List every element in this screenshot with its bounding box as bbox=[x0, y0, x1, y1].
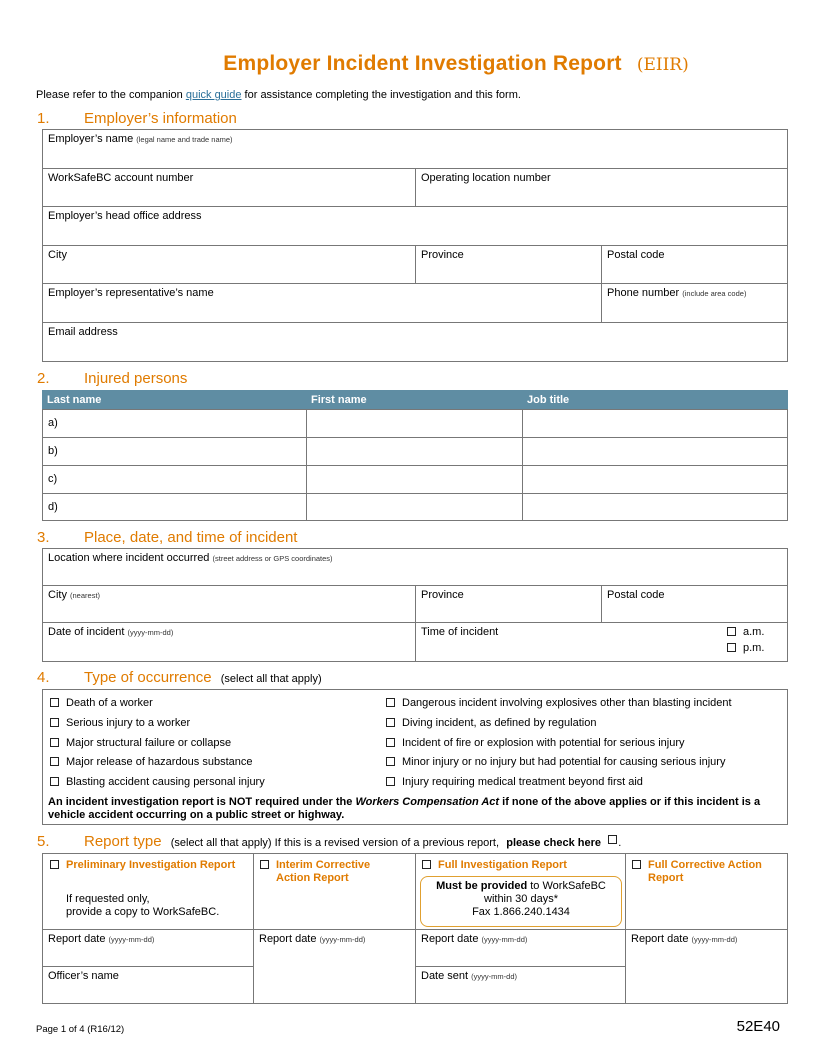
must-rest: to WorkSafeBC bbox=[530, 880, 606, 892]
section-note: (select all that apply) If this is a revised version of a previous report, bbox=[170, 837, 500, 849]
option-label: Incident of fire or explosion with potential for serious injury bbox=[402, 737, 685, 749]
field-label: Phone number bbox=[607, 287, 680, 299]
incident-postal-field[interactable] bbox=[601, 585, 788, 623]
full-report-date-field[interactable] bbox=[415, 929, 626, 967]
notice-act: Workers Compensation Act bbox=[355, 796, 500, 808]
phone-field[interactable] bbox=[601, 283, 788, 323]
intro-post: for assistance completing the investigation and this form. bbox=[244, 89, 521, 101]
form-title bbox=[0, 52, 816, 76]
checkbox[interactable] bbox=[386, 757, 395, 766]
interim-option[interactable] bbox=[260, 859, 410, 885]
option-label: Injury requiring medical treatment beyond first aid bbox=[402, 776, 643, 788]
field-hint: (legal name and trade name) bbox=[136, 135, 233, 144]
job-title-cell[interactable] bbox=[522, 437, 788, 466]
interim-checkbox[interactable] bbox=[260, 860, 269, 869]
option-label: Major structural failure or collapse bbox=[66, 737, 232, 749]
am-option[interactable] bbox=[727, 626, 764, 638]
full-label: Full Investigation Report bbox=[438, 859, 567, 871]
checkbox[interactable] bbox=[50, 718, 59, 727]
job-title-cell[interactable] bbox=[522, 465, 788, 494]
head-office-field[interactable] bbox=[42, 206, 788, 246]
section-number: 4. bbox=[37, 669, 50, 686]
first-name-cell[interactable] bbox=[306, 465, 523, 494]
pm-checkbox[interactable] bbox=[727, 643, 736, 652]
field-hint: (include area code) bbox=[682, 289, 747, 298]
checkbox[interactable] bbox=[50, 698, 59, 707]
section-title: Place, date, and time of incident bbox=[84, 529, 298, 546]
option-label: Blasting accident causing personal injury bbox=[66, 776, 265, 788]
province-field[interactable] bbox=[415, 245, 602, 284]
option-label: Major release of hazardous substance bbox=[66, 756, 253, 768]
occ-blasting-accident[interactable] bbox=[50, 776, 265, 788]
prelim-note bbox=[66, 893, 219, 919]
first-name-cell[interactable] bbox=[306, 409, 523, 438]
intro-text bbox=[36, 89, 521, 101]
table-row[interactable] bbox=[42, 437, 307, 466]
quick-guide-link[interactable]: quick guide bbox=[185, 89, 242, 101]
section-title: Type of occurrence bbox=[84, 669, 212, 686]
field-hint: (yyyy-mm-dd) bbox=[319, 935, 366, 944]
page-number: Page 1 of 4 (R16/12) bbox=[36, 1024, 125, 1035]
am-checkbox[interactable] bbox=[727, 627, 736, 636]
title-main: Employer Incident Investigation Report bbox=[223, 52, 622, 75]
option-label: Dangerous incident involving explosives other than blasting incident bbox=[402, 697, 732, 709]
row-label: b) bbox=[48, 445, 58, 457]
section-number: 3. bbox=[37, 529, 50, 546]
prelim-checkbox[interactable] bbox=[50, 860, 59, 869]
field-label: City bbox=[48, 249, 67, 261]
occ-medical-treatment[interactable] bbox=[386, 776, 643, 788]
pm-label: p.m. bbox=[743, 642, 765, 654]
field-label: Email address bbox=[48, 326, 118, 338]
row-label: a) bbox=[48, 417, 58, 429]
table-row[interactable] bbox=[42, 465, 307, 494]
field-label: Employer’s head office address bbox=[48, 210, 202, 222]
eiir-notice bbox=[48, 796, 784, 822]
occ-structural-failure[interactable] bbox=[50, 737, 231, 749]
row-label: c) bbox=[48, 473, 58, 485]
field-label: Report date bbox=[48, 933, 106, 945]
field-label: Employer’s representative’s name bbox=[48, 287, 214, 299]
operating-location-field[interactable] bbox=[415, 168, 788, 207]
pm-option[interactable] bbox=[727, 642, 764, 654]
prelim-report-date-field[interactable] bbox=[42, 929, 254, 967]
field-label: Report date bbox=[259, 933, 317, 945]
job-title-cell[interactable] bbox=[522, 493, 788, 521]
occ-minor-injury[interactable] bbox=[386, 756, 725, 768]
section-note: (select all that apply) bbox=[220, 673, 322, 685]
full-corrective-checkbox[interactable] bbox=[632, 860, 641, 869]
occ-serious-injury[interactable] bbox=[50, 717, 190, 729]
prelim-note-line1: If requested only, bbox=[66, 893, 150, 905]
table-row[interactable] bbox=[42, 493, 307, 521]
occ-fire-explosion[interactable] bbox=[386, 737, 684, 749]
first-name-cell[interactable] bbox=[306, 437, 523, 466]
section-1-heading bbox=[37, 110, 237, 127]
incident-date-field[interactable] bbox=[42, 622, 416, 662]
account-number-field[interactable] bbox=[42, 168, 416, 207]
section-4-heading bbox=[37, 669, 322, 686]
field-label: Report date bbox=[421, 933, 479, 945]
checkbox[interactable] bbox=[386, 718, 395, 727]
field-hint: (yyyy-mm-dd) bbox=[108, 935, 155, 944]
col-first-name: First name bbox=[306, 390, 523, 410]
must-bold: Must be provided bbox=[436, 880, 528, 892]
email-field[interactable] bbox=[42, 322, 788, 362]
field-hint: (yyyy-mm-dd) bbox=[471, 972, 517, 981]
full-corrective-label: Full Corrective Action Report bbox=[648, 859, 762, 884]
occ-dangerous-explosives[interactable] bbox=[386, 697, 732, 709]
officer-name-field[interactable] bbox=[42, 966, 254, 1004]
option-label: Serious injury to a worker bbox=[66, 717, 191, 729]
field-label: Employer’s name bbox=[48, 133, 134, 145]
title-abbr: (EIIR) bbox=[636, 55, 689, 75]
field-label: Postal code bbox=[607, 589, 665, 601]
section-number: 1. bbox=[37, 110, 50, 127]
checkbox[interactable] bbox=[386, 777, 395, 786]
field-label: Officer’s name bbox=[48, 970, 119, 982]
must-provide-box bbox=[420, 876, 622, 927]
field-hint: (yyyy-mm-dd) bbox=[481, 935, 528, 944]
checkbox[interactable] bbox=[386, 698, 395, 707]
occ-diving[interactable] bbox=[386, 717, 596, 729]
field-hint: (yyyy-mm-dd) bbox=[691, 935, 738, 944]
section-2-heading bbox=[37, 370, 187, 387]
postal-code-field[interactable] bbox=[601, 245, 788, 284]
prelim-option[interactable] bbox=[50, 859, 246, 872]
employer-name-field[interactable] bbox=[42, 129, 788, 169]
field-hint: (yyyy-mm-dd) bbox=[127, 628, 174, 637]
interim-label: Interim Corrective Action Report bbox=[276, 859, 371, 884]
incident-city-field[interactable] bbox=[42, 585, 416, 623]
rep-name-field[interactable] bbox=[42, 283, 602, 323]
must-line2: within 30 days* bbox=[484, 893, 558, 905]
notice-pre: An incident investigation report is NOT required under the bbox=[48, 796, 353, 808]
revised-checkbox[interactable] bbox=[608, 835, 617, 844]
checkbox[interactable] bbox=[50, 757, 59, 766]
field-label: Operating location number bbox=[421, 172, 551, 184]
row-label: d) bbox=[48, 501, 58, 513]
city-field[interactable] bbox=[42, 245, 416, 284]
field-label: Postal code bbox=[607, 249, 665, 261]
field-hint: (nearest) bbox=[70, 591, 101, 600]
location-field[interactable] bbox=[42, 548, 788, 586]
prelim-label: Preliminary Investigation Report bbox=[66, 859, 236, 871]
field-label: Date of incident bbox=[48, 626, 125, 638]
field-label: Province bbox=[421, 249, 464, 261]
full-option[interactable] bbox=[422, 859, 622, 871]
section-title: Injured persons bbox=[84, 370, 188, 387]
full-checkbox[interactable] bbox=[422, 860, 431, 869]
notice-post: if none of the above applies or if this incident is a vehicle accident occurring on a public street or highway. bbox=[48, 796, 761, 821]
field-hint: (street address or GPS coordinates) bbox=[212, 554, 333, 563]
section-title: Employer’s information bbox=[84, 110, 237, 127]
field-label: Province bbox=[421, 589, 464, 601]
date-sent-field[interactable] bbox=[415, 966, 626, 1004]
option-label: Death of a worker bbox=[66, 697, 153, 709]
field-label: Date sent bbox=[421, 970, 469, 982]
first-name-cell[interactable] bbox=[306, 493, 523, 521]
intro-pre: Please refer to the companion bbox=[36, 89, 183, 101]
section-5-heading: 5. Report type (select all that apply) If this is a revised version of a previous report, please check here . bbox=[37, 833, 622, 850]
am-label: a.m. bbox=[743, 626, 765, 638]
prelim-note-line2: provide a copy to WorkSafeBC. bbox=[66, 906, 220, 918]
full-corrective-option[interactable] bbox=[632, 859, 784, 885]
col-last-name: Last name bbox=[42, 390, 307, 410]
option-label: Diving incident, as defined by regulation bbox=[402, 717, 597, 729]
option-label: Minor injury or no injury but had potential for causing serious injury bbox=[402, 756, 726, 768]
section-number: 2. bbox=[37, 370, 50, 387]
incident-province-field[interactable] bbox=[415, 585, 602, 623]
checkbox[interactable] bbox=[50, 777, 59, 786]
table-row[interactable] bbox=[42, 409, 307, 438]
section-number: 5. bbox=[37, 833, 50, 850]
section-3-heading bbox=[37, 529, 297, 546]
form-number: 52E40 bbox=[736, 1018, 780, 1035]
revised-note: please check here bbox=[506, 837, 602, 849]
occ-hazardous-release[interactable] bbox=[50, 756, 253, 768]
col-job-title: Job title bbox=[522, 390, 788, 410]
field-label: WorkSafeBC account number bbox=[48, 172, 194, 184]
field-label: Report date bbox=[631, 933, 689, 945]
job-title-cell[interactable] bbox=[522, 409, 788, 438]
field-label: Time of incident bbox=[421, 626, 499, 638]
occ-death[interactable] bbox=[50, 697, 153, 709]
field-label: City bbox=[48, 589, 67, 601]
section-title: Report type bbox=[84, 833, 162, 850]
interim-report-date-field[interactable] bbox=[253, 929, 416, 1004]
full-corrective-date-field[interactable] bbox=[625, 929, 788, 1004]
checkbox[interactable] bbox=[50, 738, 59, 747]
fax-number: Fax 1.866.240.1434 bbox=[472, 906, 570, 918]
checkbox[interactable] bbox=[386, 738, 395, 747]
field-label: Location where incident occurred bbox=[48, 552, 210, 564]
